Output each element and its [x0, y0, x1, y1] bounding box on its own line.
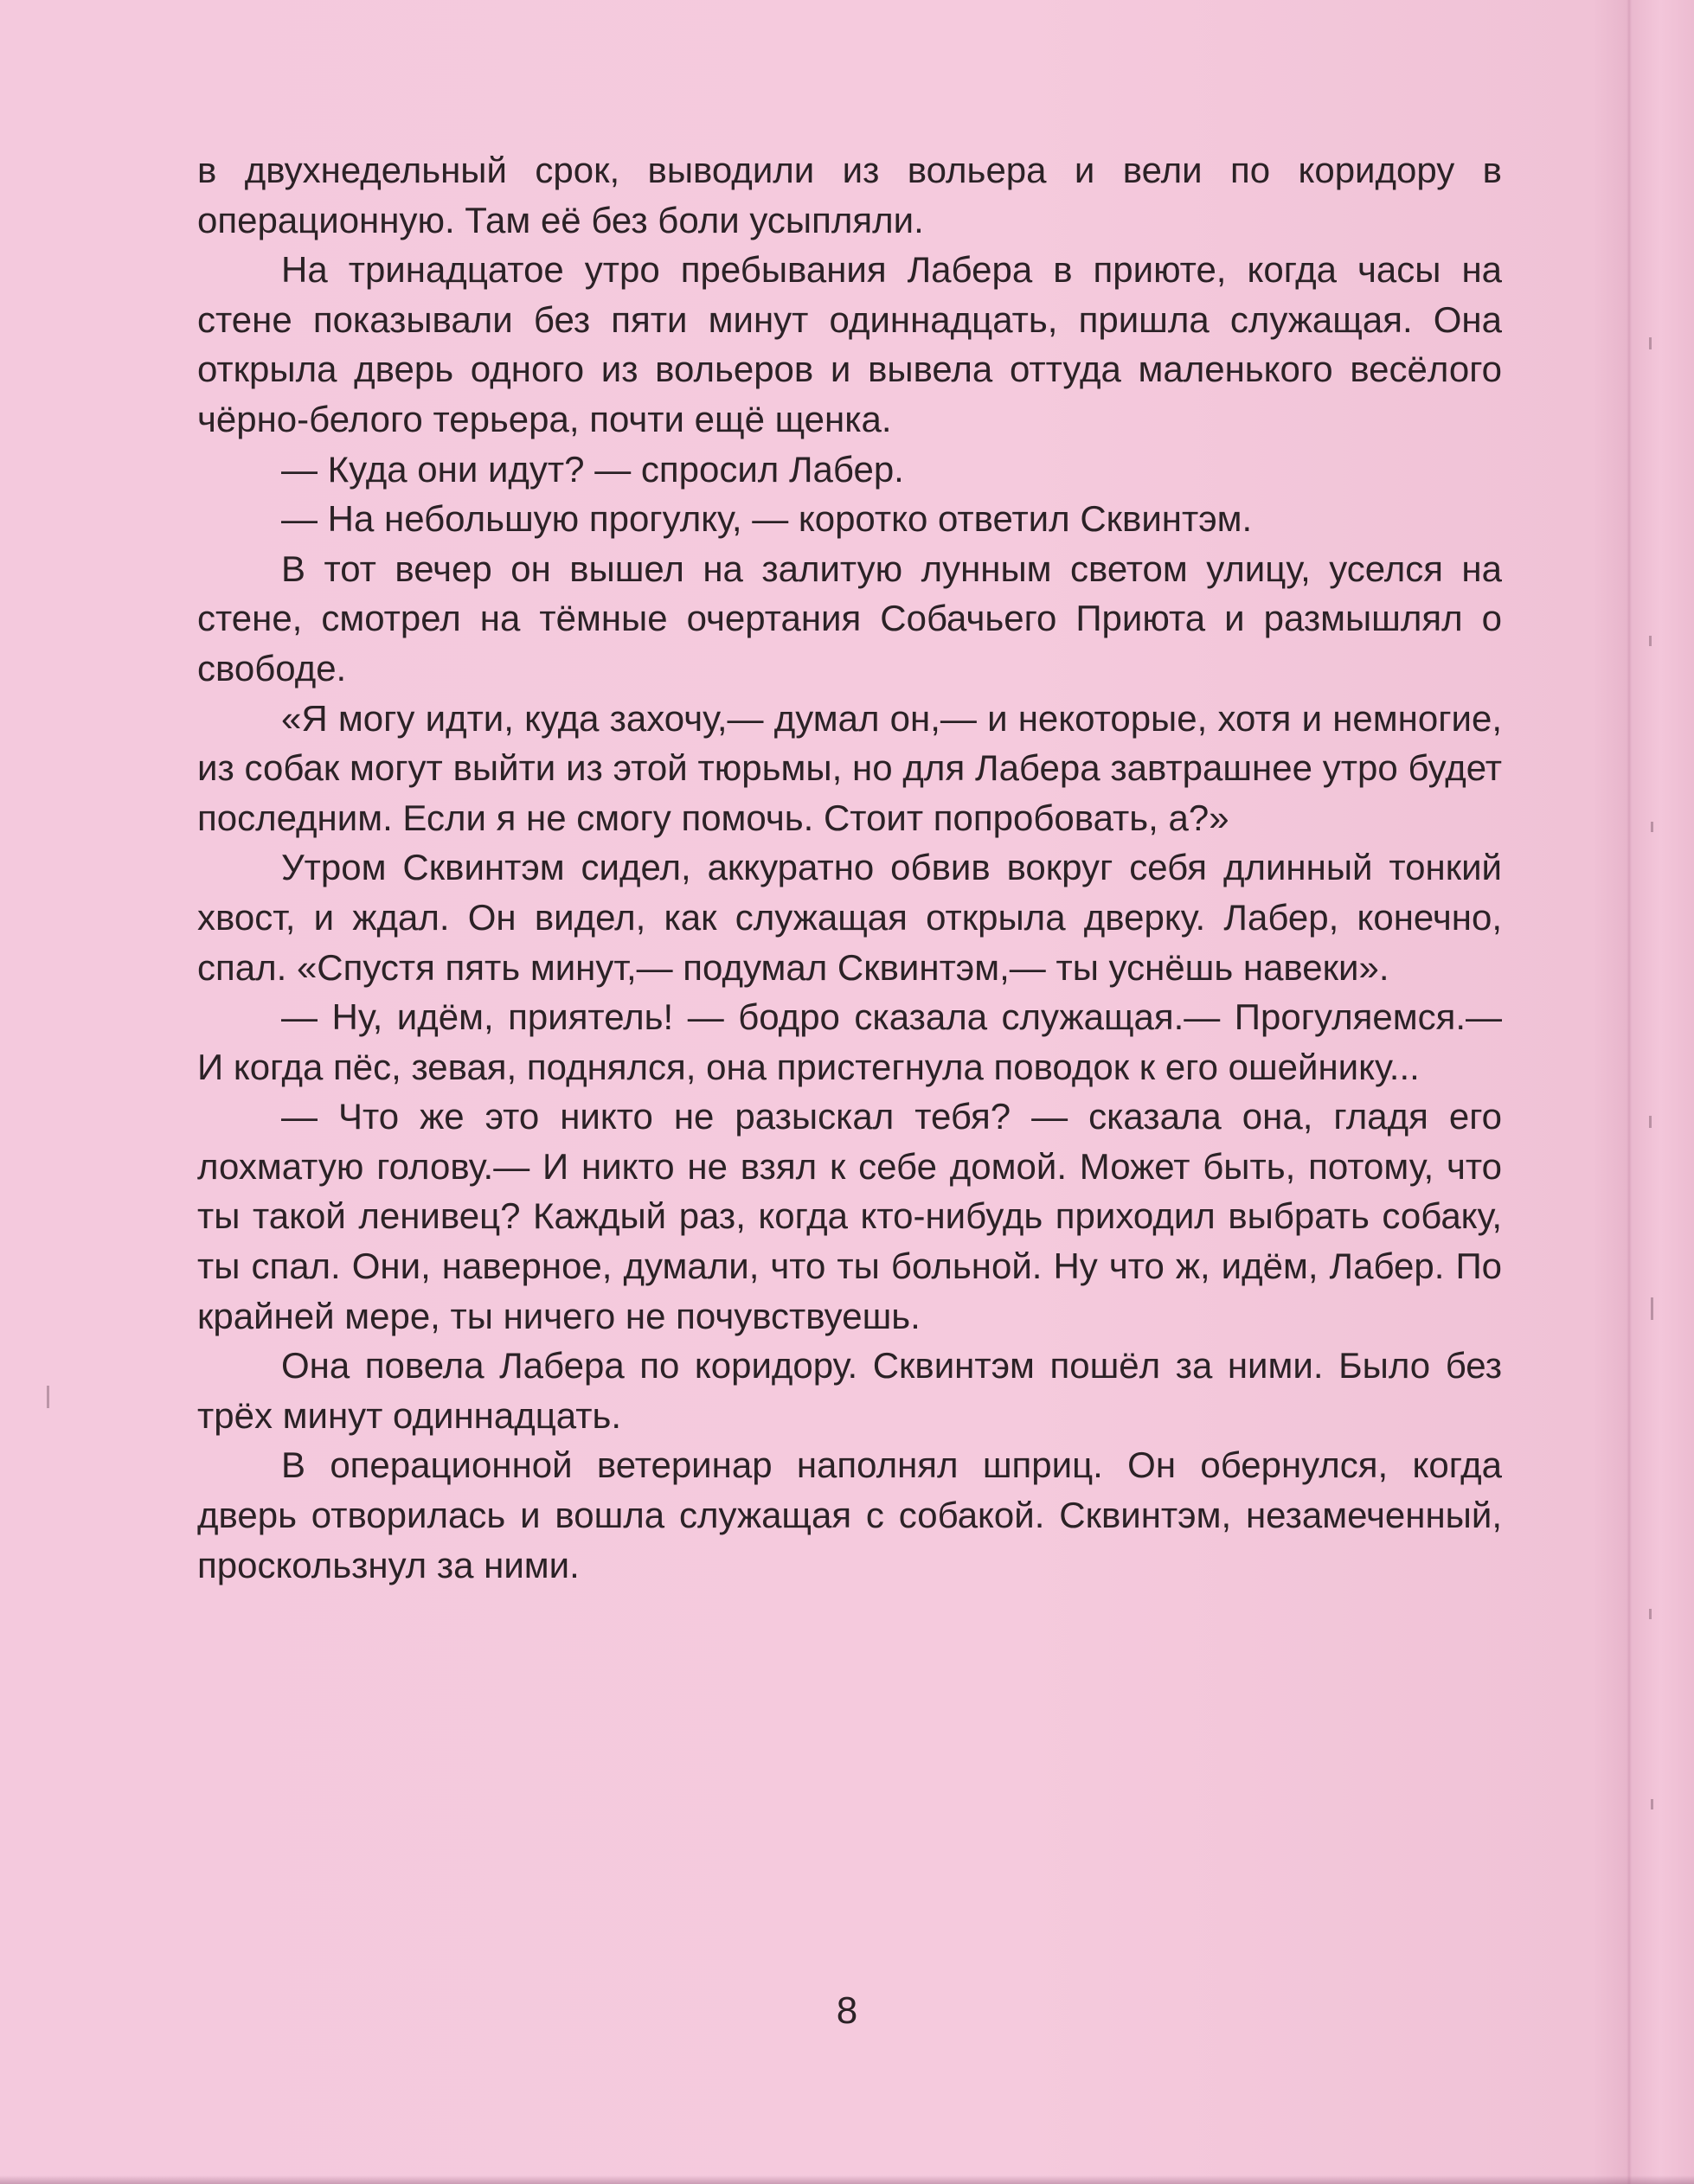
paragraph-10: Она повела Лабера по коридору. Сквинтэм пошёл за ними. Было без трёх минут одиннадцать. — [197, 1345, 1502, 1436]
paragraph-4: — На небольшую прогулку, — коротко ответил Сквинтэм. — [281, 498, 1253, 540]
page-fold-line — [1627, 0, 1632, 2184]
paragraph-3: — Куда они идут? — спросил Лабер. — [281, 448, 904, 490]
paragraph-7: Утром Сквинтэм сидел, аккуратно обвив вокруг себя длинный тонкий хвост, и ждал. Он видел, как служащая открыла дверку. Лабер, конечно, спал. «Спустя пять минут,— подумал Сквинтэм,— ты уснёшь навеки». — [197, 847, 1502, 988]
body-text — [197, 145, 1502, 1590]
paragraph-6: «Я могу идти, куда захочу,— думал он,— и некоторые, хотя и немногие, из собак могут выйти из этой тюрьмы, но для Лабера завтрашнее утро будет последним. Если я не смогу помочь. Стоит попробовать, а?» — [197, 697, 1502, 838]
margin-speck — [1651, 822, 1653, 832]
paragraph-1: в двухнедельный срок, выводили из вольера и вели по коридору в операционную. Там её без боли усыпляли. — [197, 150, 1502, 240]
page-number: 8 — [836, 1989, 858, 2032]
margin-speck — [1649, 1116, 1652, 1128]
paragraph-5: В тот вечер он вышел на залитую лунным светом улицу, уселся на стене, смотрел на тёмные очертания Собачьего Приюта и размышлял о свободе. — [197, 548, 1502, 689]
paragraph-9: — Что же это никто не разыскал тебя? — сказала она, гладя его лохматую голову.— И никто не взял к себе домой. Может быть, потому, что ты такой ленивец? Каждый раз, когда кто-нибудь приходил выбрать собаку, ты спал. Они, наверное, думали, что ты больной. Ну что ж, идём, Лабер. По крайней мере, ты ничего не почувствуешь. — [197, 1096, 1502, 1336]
margin-speck — [1649, 636, 1652, 646]
margin-speck — [1651, 1297, 1653, 1320]
margin-speck — [47, 1386, 49, 1408]
paragraph-2: На тринадцатое утро пребывания Лабера в приюте, когда часы на стене показывали без пяти минут одиннадцать, пришла служащая. Она открыла дверь одного из вольеров и вывела оттуда маленького весёлого чёрно-белого терьера, почти ещё щенка. — [197, 249, 1502, 439]
page-bottom-edge — [0, 2175, 1694, 2184]
paragraph-8: — Ну, идём, приятель! — бодро сказала служащая.— Прогуляемся.— И когда пёс, зевая, поднялся, она пристегнула поводок к его ошейнику... — [197, 996, 1502, 1087]
margin-speck — [1649, 337, 1652, 349]
margin-speck — [1649, 1609, 1652, 1619]
margin-speck — [1651, 1799, 1653, 1809]
paragraph-11: В операционной ветеринар наполнял шприц. Он обернулся, когда дверь отворилась и вошла служащая с собакой. Сквинтэм, незамеченный, проскользнул за ними. — [197, 1444, 1502, 1585]
